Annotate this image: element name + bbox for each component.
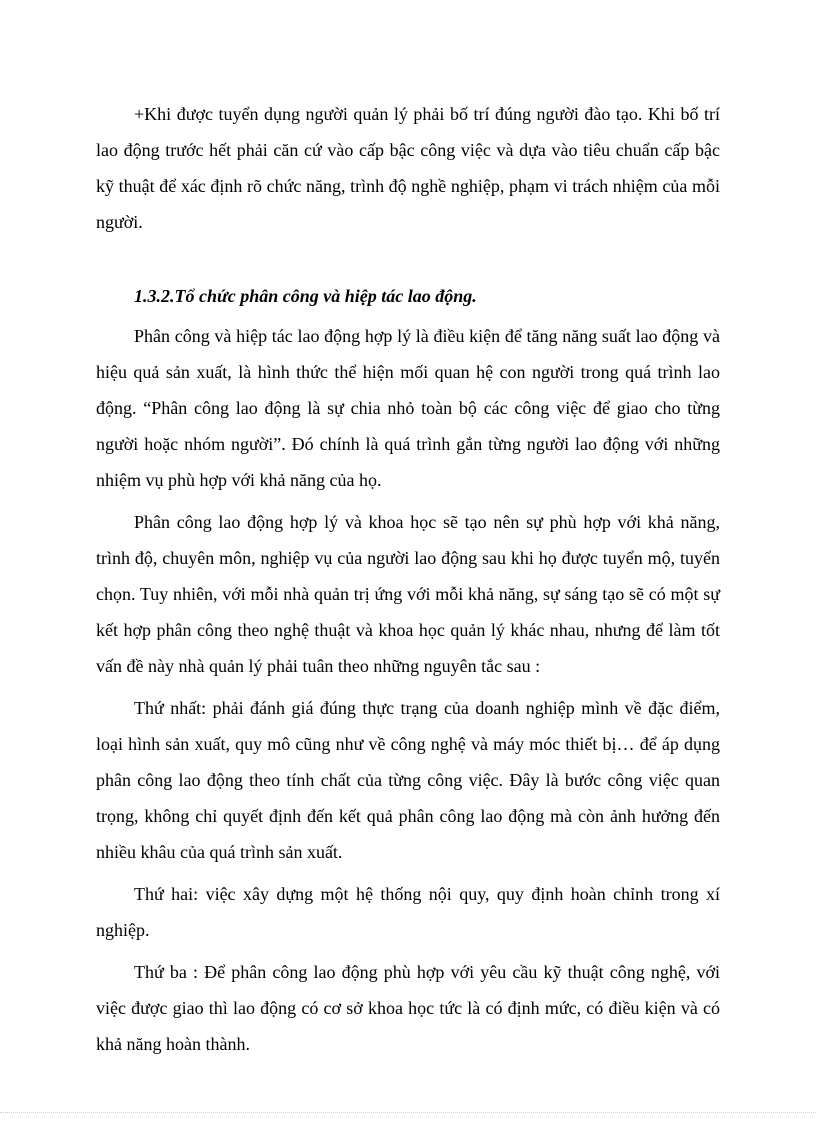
page-bottom-divider bbox=[0, 1112, 816, 1113]
intro-section bbox=[96, 96, 720, 240]
body-paragraph: Thứ nhất: phải đánh giá đúng thực trạng của doanh nghiệp mình về đặc điểm, loại hình sản xuất, quy mô cũng như về công nghệ và máy móc thiết bị… để áp dụng phân công lao động theo tính chất của từng công việc. Đây là bước công việc quan trọng, không chỉ quyết định đến kết quả phân công lao động mà còn ảnh hưởng đến nhiều khâu của quá trình sản xuất. bbox=[96, 698, 720, 862]
body-section bbox=[96, 318, 720, 1062]
section-heading: 1.3.2.Tổ chức phân công và hiệp tác lao động. bbox=[134, 286, 477, 306]
body-paragraph: Thứ hai: việc xây dựng một hệ thống nội quy, quy định hoàn chỉnh trong xí nghiệp. bbox=[96, 884, 720, 940]
body-paragraph: Phân công lao động hợp lý và khoa học sẽ tạo nên sự phù hợp với khả năng, trình độ, chuyên môn, nghiệp vụ của người lao động sau khi họ được tuyển mộ, tuyển chọn. Tuy nhiên, với mỗi nhà quản trị ứng với mỗi khả năng, sự sáng tạo sẽ có một sự kết hợp phân công theo nghệ thuật và khoa học quản lý khác nhau, nhưng để làm tốt vấn đề này nhà quản lý phải tuân theo những nguyên tắc sau : bbox=[96, 512, 720, 676]
intro-paragraph: +Khi được tuyển dụng người quản lý phải bố trí đúng người đào tạo. Khi bố trí lao động trước hết phải căn cứ vào cấp bậc công việc và dựa vào tiêu chuẩn cấp bậc kỹ thuật để xác định rõ chức năng, trình độ nghề nghiệp, phạm vi trách nhiệm của mỗi người. bbox=[96, 104, 720, 232]
body-paragraph: Phân công và hiệp tác lao động hợp lý là điều kiện để tăng năng suất lao động và hiệu quả sản xuất, là hình thức thể hiện mối quan hệ con người trong quá trình lao động. “Phân công lao động là sự chia nhỏ toàn bộ các công việc để giao cho từng người hoặc nhóm người”. Đó chính là quá trình gắn từng người lao động với những nhiệm vụ phù hợp với khả năng của họ. bbox=[96, 326, 720, 490]
body-paragraph: Thứ ba : Để phân công lao động phù hợp với yêu cầu kỹ thuật công nghệ, với việc được giao thì lao động có cơ sở khoa học tức là có định mức, có điều kiện và có khả năng hoàn thành. bbox=[96, 962, 720, 1054]
